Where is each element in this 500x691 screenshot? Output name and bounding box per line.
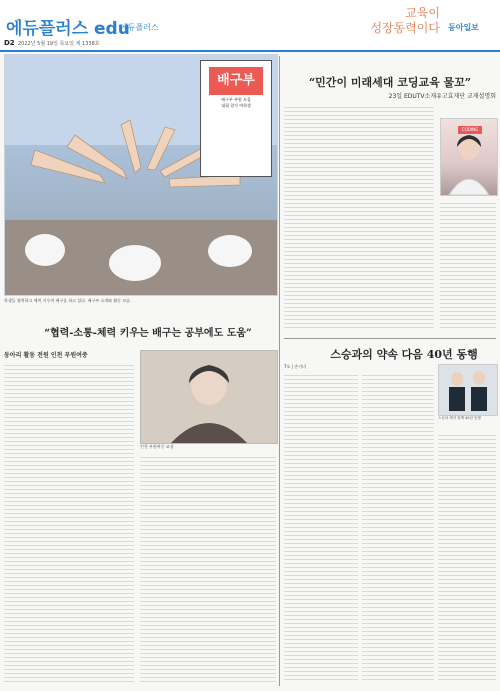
issue-date: 2022년 5월 19일 목요일 제 1338호 <box>18 41 100 47</box>
feature3-title: 스승과의 약속 다음 40년 동행 <box>330 348 478 361</box>
feature1-title: “협력-소통-체력 키우는 배구는 공부에도 도움” <box>44 328 252 339</box>
feature3-body-col-3 <box>438 432 496 682</box>
feature2-body <box>284 104 434 329</box>
sign-body: 배구부 부원 모집 대회 참가 여학생 <box>209 97 263 137</box>
photo4-caption: 스승과 제자 함께 40년 동행 <box>438 416 481 420</box>
feature1-body-col-2 <box>140 454 276 682</box>
brand-sub: 에듀플러스 <box>120 23 159 32</box>
feature1-subtitle: 동아리 활동 전원 인천 부원여중 <box>4 352 88 359</box>
section-separator <box>284 338 496 339</box>
brand-logo: 에듀플러스 edu <box>6 19 130 39</box>
motto: 교육이 성장동력이다 <box>370 6 440 35</box>
coding-label: CODING <box>458 126 482 134</box>
page-number: D2 <box>4 39 15 47</box>
feature2-title: “민간이 미래세대 코딩교육 물꼬” <box>308 76 472 89</box>
paper-name: 동아일보 <box>448 23 479 32</box>
teacher-student-photo <box>438 364 498 416</box>
feature3-box-title: 7오 | 손기녀 <box>284 364 306 369</box>
principal-photo <box>140 350 278 444</box>
feature3-body-col-2 <box>362 372 434 682</box>
feature2-subtitle: 23일 EDUTV소재유고효재단 교재설명회 <box>388 93 496 100</box>
sign-title: 배구부 <box>209 67 263 95</box>
column-separator <box>279 56 280 686</box>
feature2-body-2 <box>440 200 496 330</box>
feature1-body-col-1 <box>4 362 134 682</box>
photo1-caption: 학생들 협력하고 체력 키우며 배구를 하고 있다. 배구부 소개와 활동 모습. <box>4 298 132 303</box>
header-rule <box>0 50 500 52</box>
photo2-caption: 인천 부원여중 교장 <box>140 444 174 449</box>
volleyball-sign <box>200 60 272 177</box>
feature3-body-col-1 <box>284 372 358 682</box>
